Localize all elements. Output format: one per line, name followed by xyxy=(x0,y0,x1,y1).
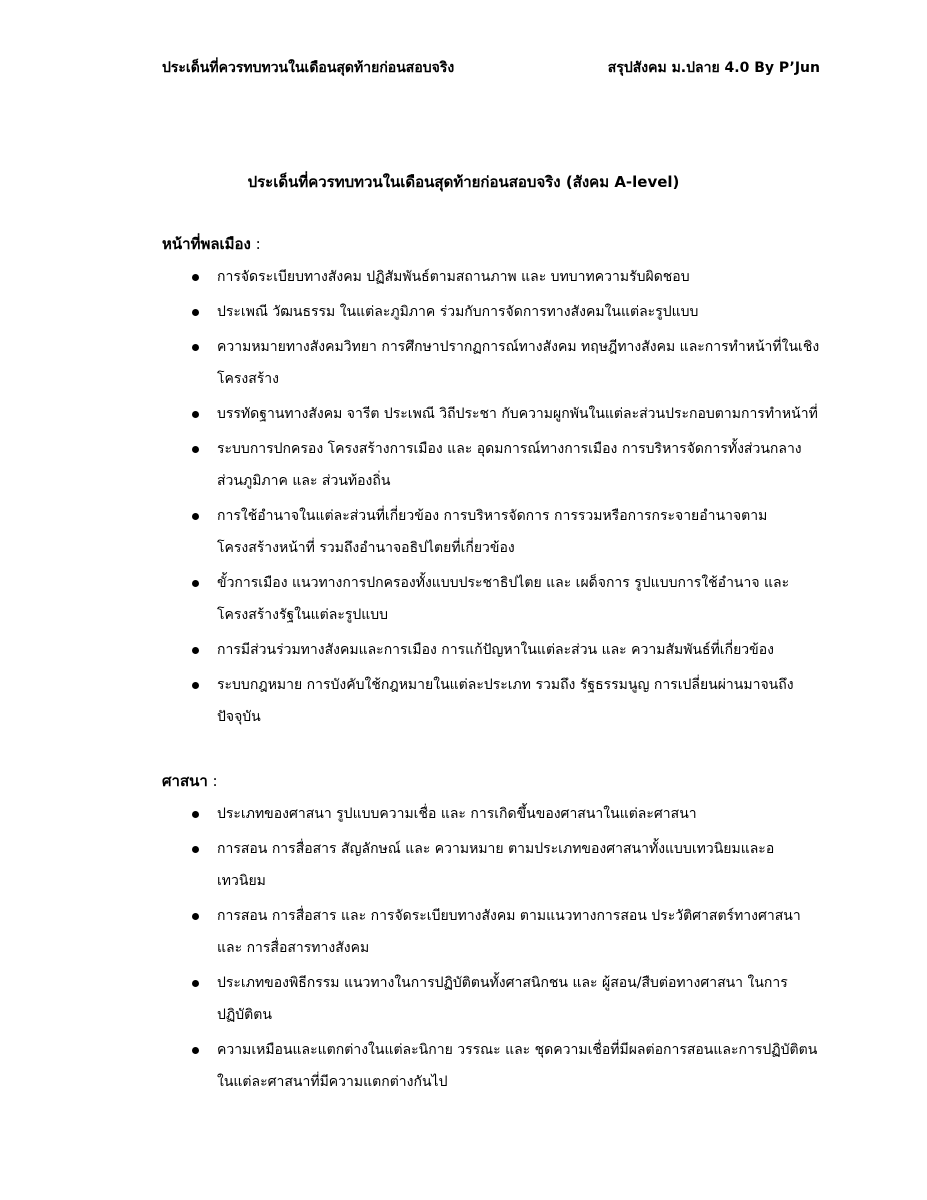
list-item xyxy=(162,296,822,328)
bullet-icon xyxy=(192,344,199,351)
page-header xyxy=(162,57,820,79)
bullet-icon xyxy=(192,980,199,987)
list-item xyxy=(162,669,822,733)
bullet-icon xyxy=(192,446,199,453)
section-heading xyxy=(162,233,822,255)
bullet-icon xyxy=(192,682,199,689)
bullet-icon xyxy=(192,274,199,281)
list-item-text: ความหมายทางสังคมวิทยา การศึกษาปรากฏการณ์ทางสังคม ทฤษฎีทางสังคม และการทำหน้าที่ในเชิงโครงสร้าง xyxy=(217,339,820,387)
bullet-icon xyxy=(192,913,199,920)
section-civics xyxy=(162,233,822,736)
list-item-text: ประเพณี วัฒนธรรม ในแต่ละภูมิภาค ร่วมกับการจัดการทางสังคมในแต่ละรูปแบบ xyxy=(217,304,699,320)
bullet-list xyxy=(162,798,822,1098)
list-item-text: ประเภทของพิธีกรรม แนวทางในการปฏิบัติตนทั้งศาสนิกชน และ ผู้สอน/สืบต่อทางศาสนา ในการปฏิบัติตน xyxy=(217,975,788,1023)
list-item-text: ขั้วการเมือง แนวทางการปกครองทั้งแบบประชาธิปไตย และ เผด็จการ รูปแบบการใช้อำนาจ และ โครงสร้างรัฐในแต่ละรูปแบบ xyxy=(217,575,790,623)
section-heading-colon: : xyxy=(207,772,218,790)
list-item-text: การใช้อำนาจในแต่ละส่วนที่เกี่ยวข้อง การบริหารจัดการ การรวมหรือการกระจายอำนาจตามโครงสร้างหน้าที่ รวมถึงอำนาจอธิปไตยที่เกี่ยวข้อง xyxy=(217,508,768,556)
header-right-title: สรุปสังคม ม.ปลาย 4.0 By P’Jun xyxy=(607,60,820,76)
bullet-icon xyxy=(192,846,199,853)
list-item xyxy=(162,398,822,430)
list-item-text: การจัดระเบียบทางสังคม ปฏิสัมพันธ์ตามสถานภาพ และ บทบาทความรับผิดชอบ xyxy=(217,269,690,285)
list-item xyxy=(162,500,822,564)
bullet-list xyxy=(162,261,822,733)
list-item xyxy=(162,798,822,830)
list-item-text: การมีส่วนร่วมทางสังคมและการเมือง การแก้ปัญหาในแต่ละส่วน และ ความสัมพันธ์ที่เกี่ยวข้อง xyxy=(217,642,774,658)
bullet-icon xyxy=(192,1047,199,1054)
list-item xyxy=(162,567,822,631)
bullet-icon xyxy=(192,647,199,654)
list-item xyxy=(162,634,822,666)
bullet-icon xyxy=(192,811,199,818)
bullet-icon xyxy=(192,309,199,316)
list-item xyxy=(162,833,822,897)
section-heading-colon: : xyxy=(250,235,261,253)
list-item-text: ความเหมือนและแตกต่างในแต่ละนิกาย วรรณะ และ ชุดความเชื่อที่มีผลต่อการสอนและการปฏิบัติตนในแต่ละศาสนาที่มีความแตกต่างกันไป xyxy=(217,1042,818,1090)
section-heading-text: หน้าที่พลเมือง xyxy=(162,235,251,253)
header-left-title: ประเด็นที่ควรทบทวนในเดือนสุดท้ายก่อนสอบจริง xyxy=(162,60,455,76)
list-item xyxy=(162,967,822,1031)
list-item xyxy=(162,433,822,497)
list-item-text: การสอน การสื่อสาร และ การจัดระเบียบทางสังคม ตามแนวทางการสอน ประวัติศาสตร์ทางศาสนา และ การสื่อสารทางสังคม xyxy=(217,908,801,956)
list-item xyxy=(162,331,822,395)
section-religion xyxy=(162,770,822,1101)
list-item xyxy=(162,1034,822,1098)
bullet-icon xyxy=(192,580,199,587)
bullet-icon xyxy=(192,513,199,520)
list-item-text: ระบบกฎหมาย การบังคับใช้กฎหมายในแต่ละประเภท รวมถึง รัฐธรรมนูญ การเปลี่ยนผ่านมาจนถึงปัจจุบัน xyxy=(217,677,794,725)
list-item xyxy=(162,261,822,293)
section-heading-text: ศาสนา xyxy=(162,772,208,790)
bullet-icon xyxy=(192,411,199,418)
list-item-text: บรรทัดฐานทางสังคม จารีต ประเพณี วิถีประชา กับความผูกพันในแต่ละส่วนประกอบตามการทำหน้าที่ xyxy=(217,406,818,422)
list-item-text: ประเภทของศาสนา รูปแบบความเชื่อ และ การเกิดขึ้นของศาสนาในแต่ละศาสนา xyxy=(217,806,697,822)
section-heading xyxy=(162,770,822,792)
list-item xyxy=(162,900,822,964)
list-item-text: ระบบการปกครอง โครงสร้างการเมือง และ อุดมการณ์ทางการเมือง การบริหารจัดการทั้งส่วนกลาง ส่วนภูมิภาค และ ส่วนท้องถิ่น xyxy=(217,441,802,489)
list-item-text: การสอน การสื่อสาร สัญลักษณ์ และ ความหมาย ตามประเภทของศาสนาทั้งแบบเทวนิยมและอเทวนิยม xyxy=(217,841,775,889)
document-title: ประเด็นที่ควรทบทวนในเดือนสุดท้ายก่อนสอบจริง (สังคม A-level) xyxy=(247,173,680,191)
